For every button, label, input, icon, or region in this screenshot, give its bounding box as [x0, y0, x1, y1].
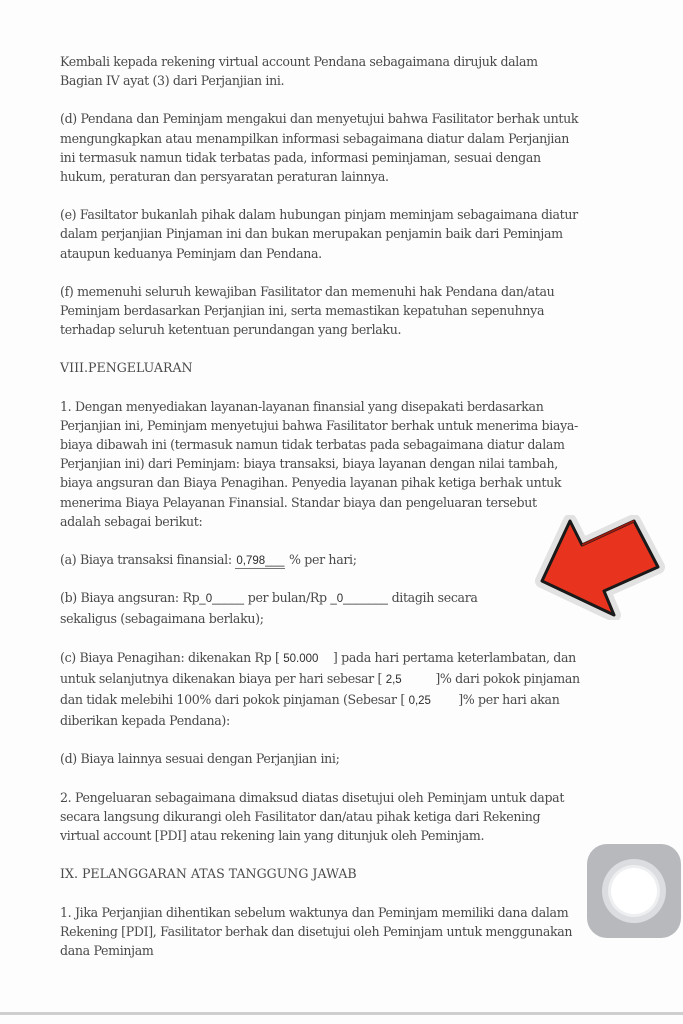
blank-line: ___ [265, 555, 285, 568]
installment-lump-value [330, 593, 388, 605]
fee-c-part-3: ]% dari pokok pinjaman dan tidak melebihi 100% dari pokok pinjaman (Sebesar [ [60, 670, 580, 708]
fee-a [60, 550, 580, 569]
section-ix-heading: IX. PELANGGARAN ATAS TANGGUNG JAWAB [60, 866, 357, 882]
fee-b-middle: per bulan/Rp [244, 590, 331, 606]
fee-c-prefix: (c) Biaya Penagihan: dikenakan Rp [ [60, 649, 284, 665]
penalty-amount: 50.000 [283, 652, 319, 665]
bottom-divider [0, 1012, 683, 1015]
fee-c-part-2: ] pada hari pertama keterlambatan, dan untuk selanjutnya dikenakan biaya per hari sebesar [ [60, 649, 576, 686]
clause-d: (d) Pendana dan Peminjam mengakui dan menyetujui bahwa Fasilitator berhak untuk mengungkapkan atau menampilkan informasi sebagaimana diatur dalam Perjanjian ini termasuk namun tidak terbatas pada, informasi peminjaman, sesuai dengan hukum, peraturan dan persyaratan peraturan lainnya. [60, 111, 579, 185]
transaction-fee-value: 0,798 [236, 555, 266, 568]
section-ix-item-1: 1. Jika Perjanjian dihentikan sebelum waktunya dan Peminjam memiliki dana dalam Rekening [PDI], Fasilitator berhak dan disetujui oleh Peminjam untuk menggunakan dana Peminjam [60, 904, 573, 958]
assistive-touch-icon [602, 859, 666, 923]
fee-a-suffix: % per hari; [285, 552, 357, 568]
intro-paragraph: Kembali kepada rekening virtual account Pendana sebagaimana dirujuk dalam Bagian IV ayat (3) dari Perjanjian ini. [60, 54, 538, 89]
installment-monthly-value [199, 593, 244, 605]
fee-b-suffix: ditagih secara sekaligus (sebagaimana berlaku); [60, 590, 478, 627]
blank-line: _____ [212, 593, 245, 606]
fee-c-suffix: ]% per hari akan diberikan kepada Pendana): [60, 692, 560, 729]
clause-e: (e) Fasiltator bukanlah pihak dalam hubungan pinjam meminjam sebagaimana diatur dalam perjanjian Pinjaman ini dan bukan merupakan penjamin baik dari Peminjam ataupun keduanya Peminjam dan Pendana. [60, 207, 578, 261]
clause-f: (f) memenuhi seluruh kewajiban Fasilitator dan memenuhi hak Pendana dan/atau Peminjam berdasarkan Perjanjian ini, serta memastikan kepatuhan sepenuhnya terhadap seluruh ketentuan perundangan yang berlaku. [60, 283, 555, 338]
assistive-touch-button[interactable] [587, 844, 681, 938]
fee-c [60, 648, 580, 731]
fee-b-prefix: (b) Biaya angsuran: Rp [60, 590, 200, 606]
document-body [60, 52, 580, 979]
section-viii-heading: VIII.PENGELUARAN [60, 360, 193, 376]
assistive-touch-core [611, 868, 657, 914]
section-viii-item-2: 2. Pengeluaran sebagaimana dimaksud diatas disetujui oleh Peminjam untuk dapat secara langsung dikurangi oleh Fasilitator dan/atau pihak ketiga dari Rekening virtual account [PDI] atau rekening lain yang ditunjuk oleh Peminjam. [60, 789, 565, 844]
red-arrow-left-icon [522, 515, 672, 620]
fee-a-value [235, 555, 285, 569]
value-text: _0 [330, 593, 344, 606]
blank-line: _______ [343, 593, 388, 606]
lender-rate: 0,25 [408, 695, 431, 708]
fee-d: (d) Biaya lainnya sesuai dengan Perjanjian ini; [60, 751, 340, 767]
fee-b [60, 588, 500, 628]
value-text: _0 [199, 593, 213, 606]
fee-a-prefix: (a) Biaya transaksi finansial: [60, 552, 236, 568]
daily-rate: 2,5 [385, 673, 402, 686]
section-viii-item-1: 1. Dengan menyediakan layanan-layanan finansial yang disepakati berdasarkan Perjanjian ini, Peminjam menyetujui bahwa Fasilitator berhak untuk menerima biaya-biaya dibawah ini (termasuk namun tidak terbatas pada sebagaimana diatur dalam Perjanjian ini) dari Peminjam: biaya transaksi, biaya layanan dengan nilai tambah, biaya angsuran dan Biaya Penagihan. Penyedia layanan pihak ketiga berhak untuk menerima Biaya Pelayanan Finansial. Standar biaya dan pengeluaran tersebut adalah sebagai berikut: [60, 398, 578, 529]
